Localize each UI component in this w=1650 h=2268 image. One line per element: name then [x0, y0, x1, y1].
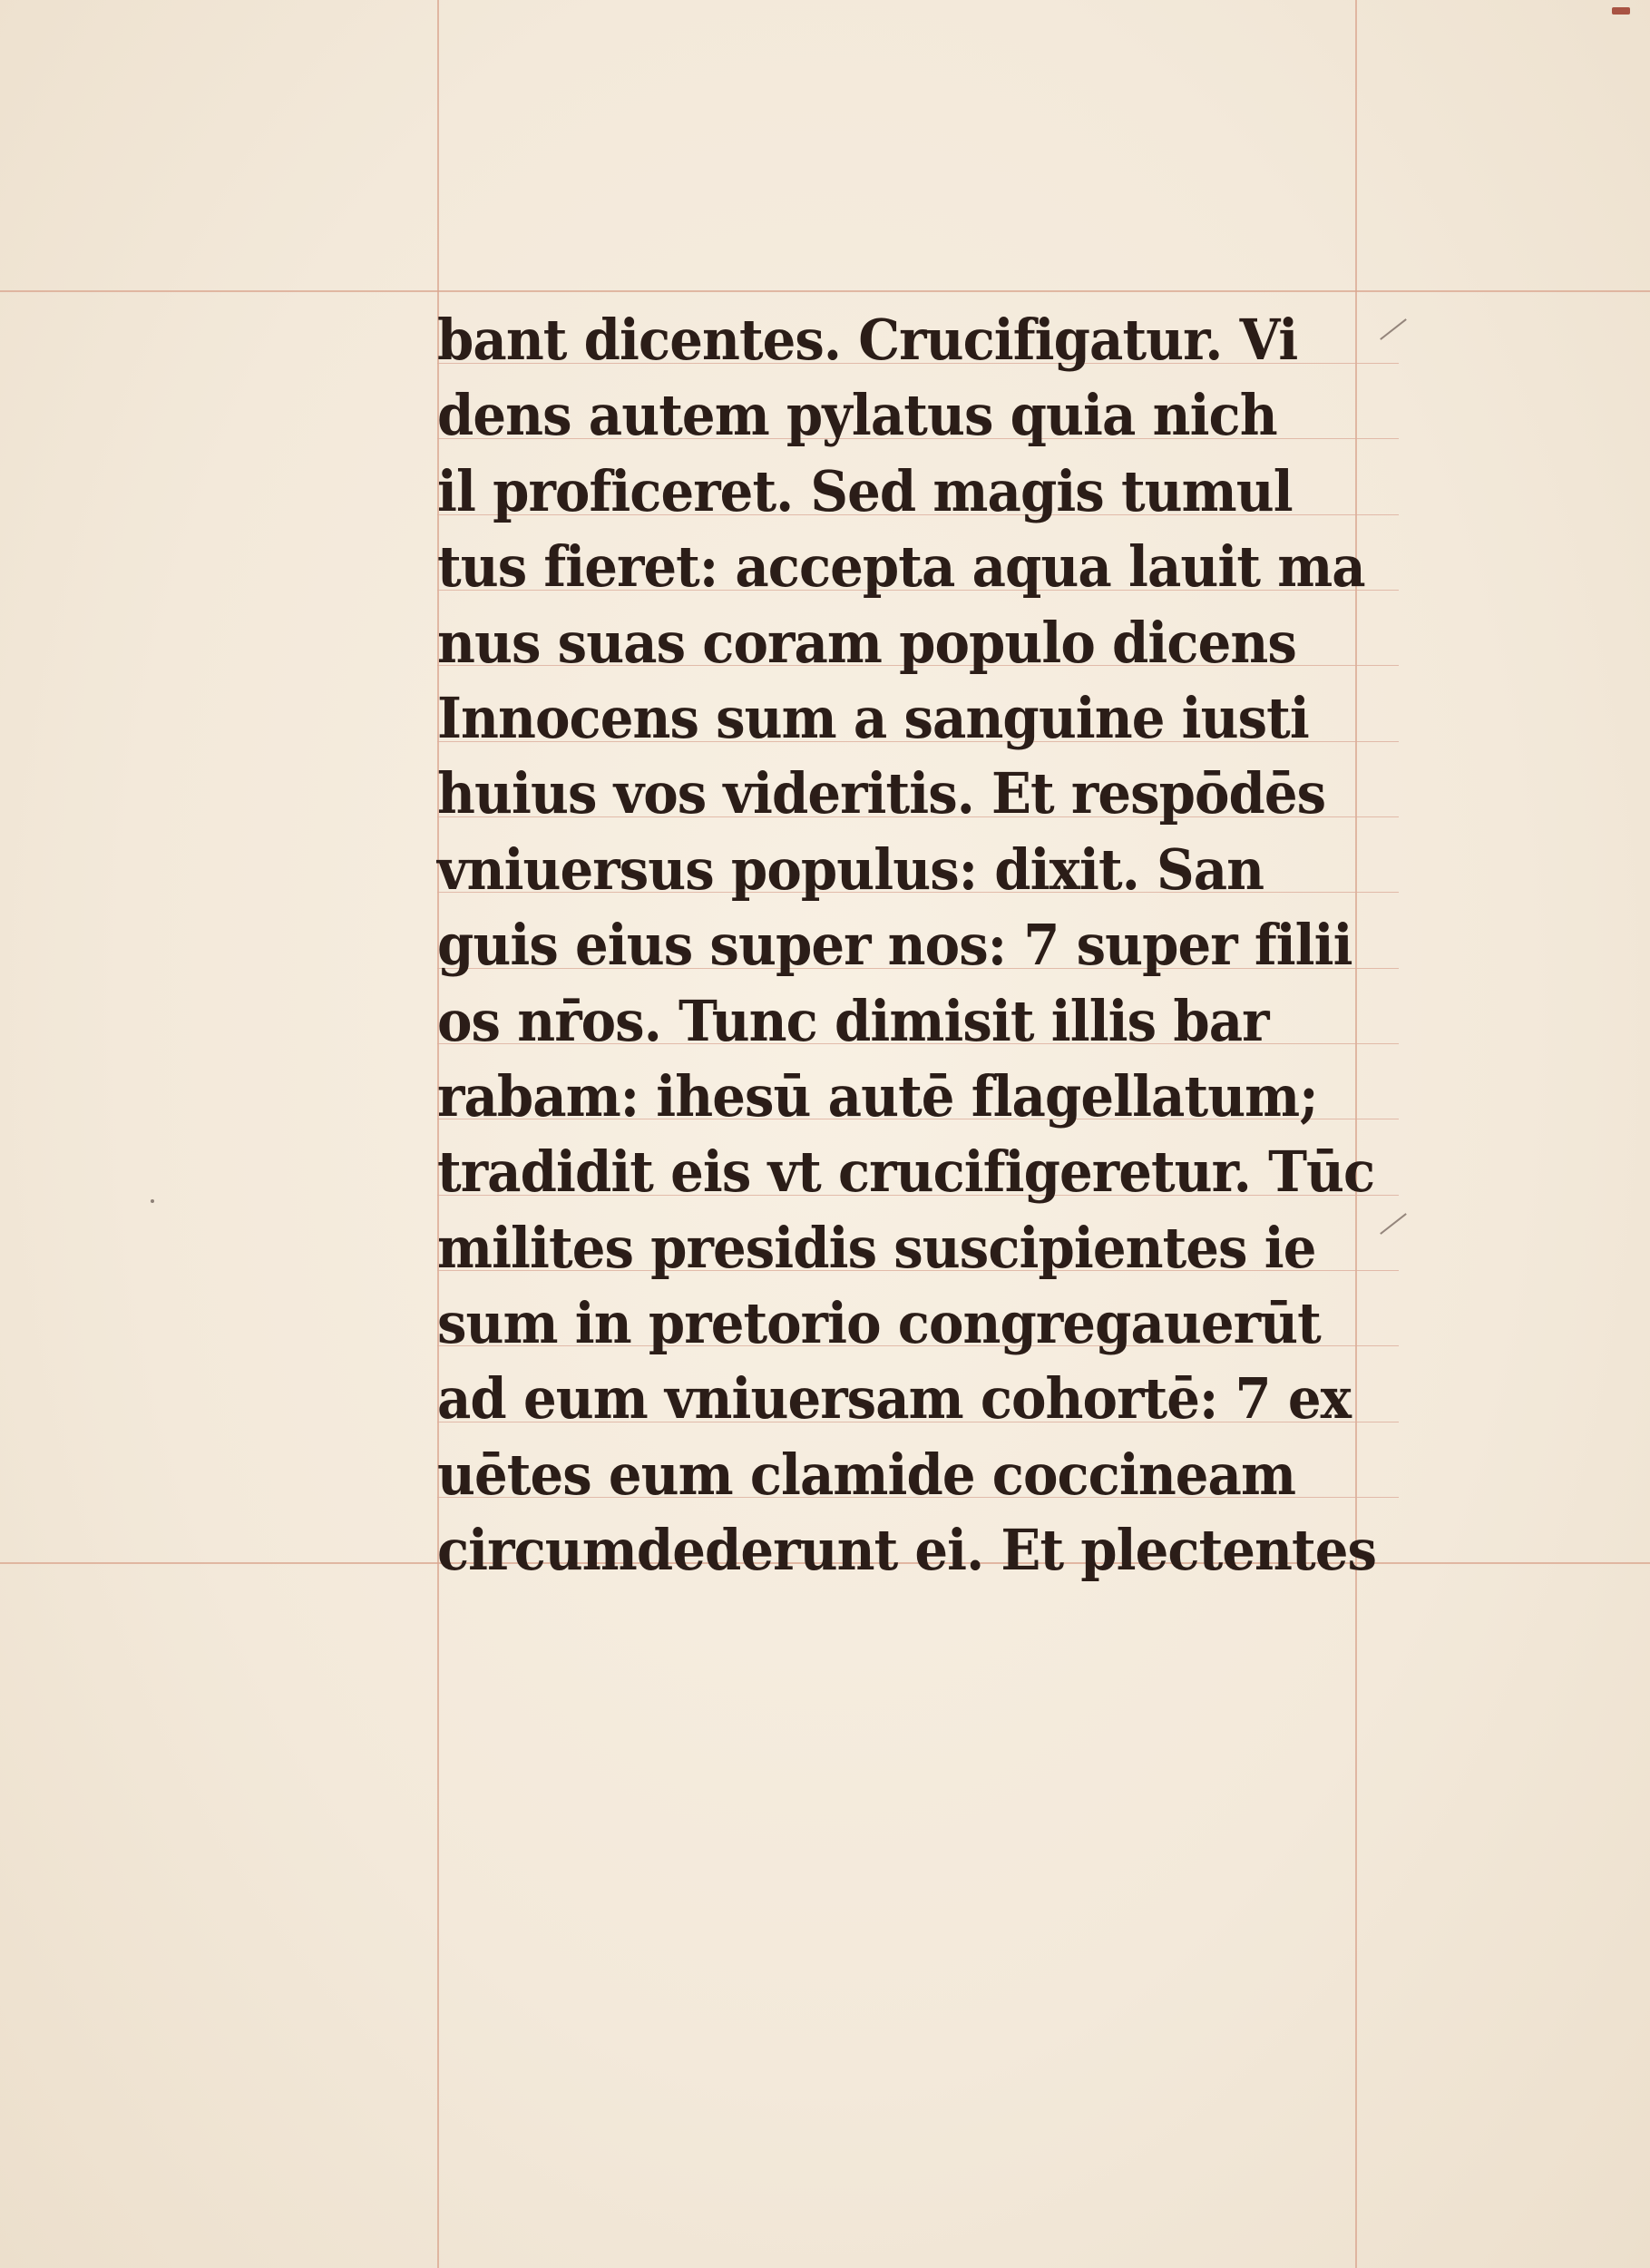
text-line: il proficeret. Sed magis tumul — [437, 457, 1293, 524]
text-line: vniuersus populus: dixit. San — [437, 836, 1264, 903]
text-line: dens autem pylatus quia nich — [437, 382, 1277, 449]
margin-dot — [151, 1199, 154, 1203]
text-line: nus suas coram populo dicens — [437, 609, 1296, 676]
text-line: milites presidis suscipientes ie — [437, 1214, 1316, 1281]
text-line: tradidit eis vt crucifigeretur. Tūc — [437, 1139, 1375, 1206]
text-line: Innocens sum a sanguine iusti — [437, 684, 1309, 751]
text-line: uētes eum clamide coccineam — [437, 1441, 1296, 1508]
text-line: sum in pretorio congregauerūt — [437, 1290, 1321, 1357]
text-line: tus fieret: accepta aqua lauit ma — [437, 533, 1365, 601]
text-line: ad eum vniuersam cohortē: 7 ex — [437, 1365, 1352, 1432]
top-frame-ruling — [0, 290, 1650, 292]
text-line: circumdederunt ei. Et plectentes — [437, 1517, 1377, 1584]
margin-mark — [1380, 1213, 1407, 1235]
text-line: rabam: ihesū autē flagellatum; — [437, 1062, 1318, 1129]
corner-mark — [1612, 7, 1630, 15]
text-line: guis eius super nos: 7 super filii — [437, 912, 1352, 979]
manuscript-text-block — [437, 304, 1381, 1590]
margin-mark — [1380, 318, 1407, 340]
text-line: huius vos videritis. Et respōdēs — [437, 760, 1326, 827]
text-line: bant dicentes. Crucifigatur. Vi — [437, 307, 1298, 373]
text-line: os nr̄os. Tunc dimisit illis bar — [437, 987, 1269, 1054]
